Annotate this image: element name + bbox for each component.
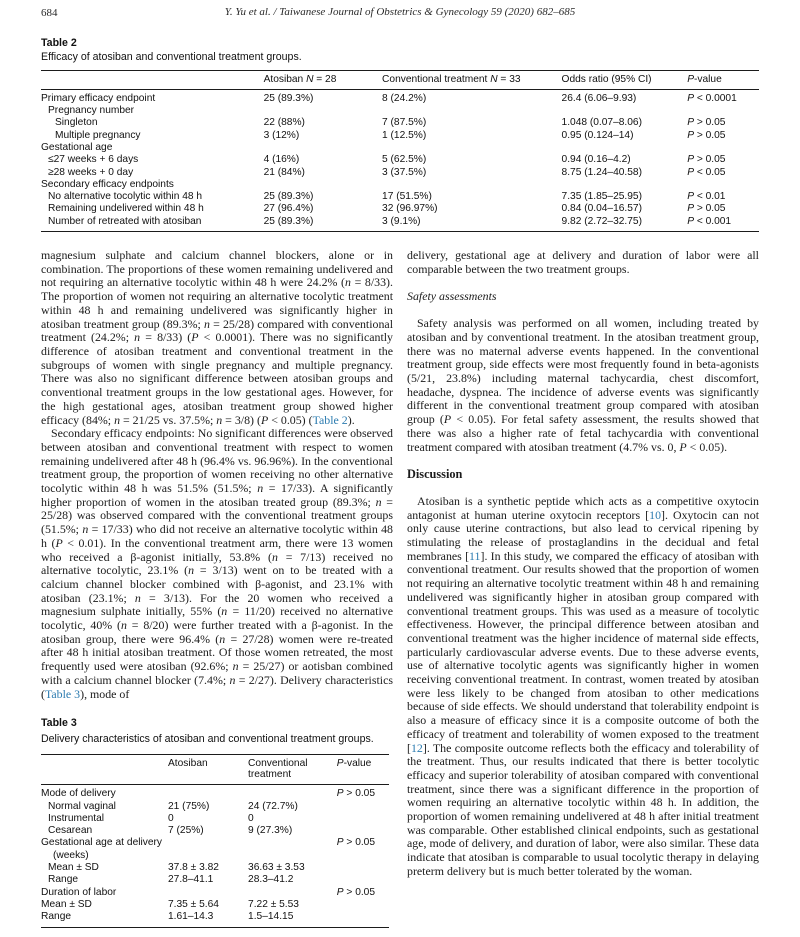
stat-symbol: P — [260, 412, 269, 427]
column-header: P-value — [687, 71, 759, 90]
table-cell: 3 (12%) — [263, 129, 300, 141]
stat-symbol: P — [687, 203, 694, 215]
stat-symbol: n — [375, 494, 382, 509]
table-cell: 3 (37.5%) — [382, 166, 427, 178]
table3 — [41, 754, 389, 928]
table2-body — [41, 89, 759, 231]
table-cell: P < 0.001 — [687, 215, 732, 227]
table-cell: P > 0.05 — [687, 154, 726, 166]
table-row — [41, 179, 759, 191]
row-label: Primary efficacy endpoint — [41, 92, 156, 104]
table-cell: 25 (89.3%) — [263, 92, 314, 104]
table2-caption: Efficacy of atosiban and conventional treatment groups. — [41, 51, 302, 63]
table-cell — [337, 862, 389, 874]
stat-symbol: n — [203, 316, 210, 331]
table-cell: P > 0.05 — [336, 886, 376, 898]
citation-link[interactable]: 12 — [410, 740, 423, 755]
table-cell: 24 (72.7%) — [248, 800, 298, 812]
table-cell: 1.048 (0.07–8.06) — [561, 117, 642, 129]
table-cell: P > 0.05 — [687, 203, 726, 215]
row-label: Multiple pregnancy — [55, 129, 141, 141]
column-header: Atosiban — [168, 754, 248, 785]
header-row — [41, 754, 389, 785]
stat-symbol: P — [55, 535, 63, 550]
table-cell: 7.35 ± 5.64 — [168, 898, 219, 910]
table-cell — [562, 179, 688, 191]
table2-label: Table 2 — [41, 37, 77, 49]
stat-symbol: n — [271, 549, 278, 564]
left-column — [41, 249, 393, 927]
stat-symbol: N — [490, 74, 498, 85]
row-label: Singleton — [55, 117, 98, 129]
table-cell: 1 (12.5%) — [382, 129, 427, 141]
stat-symbol: n — [345, 275, 351, 290]
column-header: Atosiban N = 28 — [264, 71, 382, 90]
running-head — [41, 6, 759, 21]
table-cell — [687, 179, 759, 191]
column-header: Conventional treatment N = 33 — [382, 71, 562, 90]
table-cell — [168, 785, 248, 801]
table-cell: 28.3–41.2 — [248, 874, 294, 886]
table-row — [41, 785, 389, 801]
table-cell: 8.75 (1.24–40.58) — [561, 166, 642, 178]
table-cell — [248, 837, 337, 862]
table-row — [41, 89, 759, 105]
table-cell: 0.84 (0.04–16.57) — [561, 203, 642, 215]
table-row — [41, 813, 389, 825]
table-row — [41, 154, 759, 166]
table-cell — [687, 105, 759, 117]
row-label: Normal vaginal — [48, 800, 116, 812]
stat-symbol: P — [191, 330, 199, 345]
row-label: ≤27 weeks + 6 days — [48, 154, 139, 166]
table-cell: 22 (88%) — [263, 117, 305, 129]
table-cell: 7.35 (1.85–25.95) — [561, 191, 642, 203]
table-cell: 25 (89.3%) — [263, 191, 314, 203]
table-row — [41, 862, 389, 874]
row-label: Gestational age at delivery (weeks) — [41, 837, 163, 861]
stat-symbol: P — [443, 412, 452, 427]
table-cell: 9 (27.3%) — [248, 825, 293, 837]
citation-link[interactable]: 10 — [649, 507, 662, 522]
right-column-text — [407, 249, 759, 879]
table-cell: 27 (96.4%) — [263, 203, 314, 215]
stat-symbol: P — [687, 74, 694, 85]
table-cell — [248, 785, 337, 801]
table3-label: Table 3 — [41, 717, 77, 730]
table-row — [41, 216, 759, 232]
column-header: P-value — [337, 754, 389, 785]
row-label: Mode of delivery — [41, 788, 116, 800]
row-label: Instrumental — [48, 812, 105, 824]
table-row — [41, 117, 759, 129]
stat-symbol: n — [229, 672, 236, 687]
table-cell: 8 (24.2%) — [382, 92, 427, 104]
table-cell: P > 0.05 — [687, 117, 726, 129]
stat-symbol: P — [336, 757, 344, 769]
stat-symbol: P — [687, 215, 694, 227]
stat-symbol: N — [306, 74, 314, 85]
stat-symbol: n — [134, 590, 141, 605]
table-cell — [337, 801, 389, 813]
table-cell — [264, 105, 382, 117]
table-cell: 9.82 (2.72–32.75) — [561, 215, 642, 227]
table2-header — [41, 71, 759, 90]
table-cell — [168, 837, 248, 862]
table-cell: 7.22 ± 5.53 — [248, 898, 299, 910]
stat-symbol: P — [687, 117, 694, 129]
table-row — [41, 899, 389, 911]
row-label: Pregnancy number — [48, 105, 135, 117]
table-row — [41, 142, 759, 154]
stat-symbol: n — [221, 604, 228, 619]
table-cell — [337, 813, 389, 825]
stat-symbol: n — [121, 618, 127, 633]
table-cell: 4 (16%) — [263, 154, 300, 166]
page-number: 684 — [41, 7, 58, 19]
row-label: ≥28 weeks + 0 day — [48, 166, 134, 178]
table-cell — [337, 899, 389, 911]
table-cell: 21 (75%) — [168, 800, 210, 812]
table-cell: 5 (62.5%) — [382, 154, 427, 166]
table-cell: P > 0.05 — [336, 788, 376, 800]
row-label: Gestational age — [41, 141, 113, 153]
stat-symbol: n — [232, 659, 239, 674]
table-row — [41, 874, 389, 886]
table3-section — [41, 717, 389, 927]
header-row — [41, 71, 759, 90]
stat-symbol: n — [188, 563, 195, 578]
table2 — [41, 70, 759, 232]
table-cell: 37.8 ± 3.82 — [168, 862, 219, 874]
stat-symbol: n — [257, 481, 264, 496]
row-label: Duration of labor — [41, 886, 117, 898]
table-cell: P > 0.05 — [687, 129, 726, 141]
row-label: Mean ± SD — [48, 862, 99, 874]
table-cell — [264, 142, 382, 154]
stat-symbol: P — [336, 837, 344, 849]
journal-citation-line: Y. Yu et al. / Taiwanese Journal of Obstetrics & Gynecology 59 (2020) 682–685 — [224, 6, 576, 18]
citation-link[interactable]: 11 — [469, 548, 481, 563]
table-row — [41, 191, 759, 203]
paragraph: Atosiban is a synthetic peptide which acts as a competitive oxytocin antagonist at human uterine oxytocin receptors [10]. Oxytocin can not only cause uterine contractions, but also lead to cervical ripening by stimulating the release of prostaglandins in the decidual and fetal membranes [11]. In this study, we compared the efficacy of atosiban with conventional treatment. Our results showed that the proportion of women not requiring an alternative tocolytic treatment within 48 h and remaining undelivered was significantly higher in atosiban group compared with conventional treatment groups. This was used as a measure of tocolytic effectiveness. However, the principal difference between atosiban and conventional treatment was the higher incidence of maternal side effects, particularly cardiovascular adverse events. Due to these adverse events, use of alternative tocolytic agents was significantly higher in women receiving conventional treatment. In contrast, women treated by atosiban were less likely to be changed from atosiban to other medications because of side effects. We should understand that tolerability endpoint is also a measure of efficacy since it is a composite outcome of both the efficacy of treatment and tolerability of women exposed to the treatment [12]. The composite outcome reflects both the efficacy and tolerability of the treatment. Thus, our results indicated that there is better tocolytic efficacy and superior tolerability of atosiban compared with conventional treatment, since there was a significant difference in the proportion of women requiring an alternative tocolytic within 48 h. In addition, the proportion of women remaining undelivered at 48 h after initial treatment was comparable. Other established clinical endpoints, such as gestational age, mode of delivery, and duration of labor, were also similar. These data indicate that atosiban is comparable to usual tocolytic therapy in delaying preterm delivery but is much better tolerated by the woman. — [407, 493, 759, 878]
table-cell — [337, 911, 389, 927]
row-label: Mean ± SD — [41, 898, 92, 910]
table-cell: 36.63 ± 3.53 — [248, 862, 305, 874]
table-row — [41, 911, 389, 927]
stat-symbol: n — [134, 330, 141, 345]
right-column — [407, 249, 759, 927]
citation-link[interactable]: Table 3 — [44, 686, 81, 701]
table2-section — [41, 37, 759, 232]
table-cell — [337, 825, 389, 837]
table-row — [41, 130, 759, 142]
stat-symbol: P — [687, 166, 694, 178]
table-row — [41, 837, 389, 862]
column-header: Odds ratio (95% CI) — [562, 71, 688, 90]
stat-symbol: P — [687, 191, 694, 203]
table3-body — [41, 785, 389, 927]
table-cell — [562, 105, 688, 117]
stat-symbol: P — [687, 129, 694, 141]
section-heading: Safety assessments — [407, 289, 497, 304]
table-cell: 7 (25%) — [168, 825, 204, 837]
table-row — [41, 887, 389, 899]
stat-symbol: n — [114, 412, 121, 427]
paragraph: delivery, gestational age at delivery and duration of labor were all comparable between the two treatment groups. — [407, 248, 759, 276]
column-header — [41, 71, 264, 90]
table-cell: P < 0.0001 — [687, 92, 737, 104]
row-label: Remaining undelivered within 48 h — [48, 203, 204, 215]
stat-symbol: P — [336, 886, 344, 898]
table-cell — [562, 142, 688, 154]
table-cell: P > 0.05 — [336, 837, 376, 849]
table3-header — [41, 754, 389, 785]
stat-symbol: n — [219, 631, 226, 646]
table-row — [41, 801, 389, 813]
table-cell — [264, 179, 382, 191]
column-header — [41, 754, 168, 785]
row-label: Number of retreated with atosiban — [48, 215, 202, 227]
paragraph: Safety analysis was performed on all women, including treated by atosiban and by conventional treatment. In the atosiban treatment group, there was no maternal adverse events happened. In the conventional treatment group, side effects were most frequently found in beta-agonists (5/21, 23.8%) including maternal tachycardia, chest discomfort, headache, dyspnea. The incidence of adverse events was significantly different in the conventional treatment group compared with atosiban group (P < 0.05). For fetal safety assessment, the results showed that there was also a higher rate of fetal tachycardia with conventional treatment compared with atosiban treatment (4.7% vs. 0, P < 0.05). — [407, 316, 759, 454]
table-cell — [248, 887, 337, 899]
table-cell — [382, 142, 562, 154]
table-cell — [382, 179, 562, 191]
paragraph: magnesium sulphate and calcium channel blockers, alone or in combination. The proportions of these women remaining undelivered and not requiring an alternative tocolytic within 48 h were 24.2% (n = 8/33). The proportion of women not requiring an alternative tocolytic treatment within 48 h and remaining undelivered was significantly higher in atosiban treatment group (89.3%; n = 25/28) compared with conventional treatment (24.2%; n = 8/33) (P < 0.0001). There was no significantly difference of atosiban treatment and conventional treatment in the subgroups of women with single pregnancy and multiple pregnancy. There was also no significant difference between atosiban groups and conventional treatment groups in the low gestational ages. However, for the high gestational ages, atosiban treatment group showed higher efficacy (84%; n = 21/25 vs. 37.5%; n = 3/8) (P < 0.05) (Table 2). — [41, 248, 394, 427]
stat-symbol: P — [336, 788, 344, 800]
table-cell: 17 (51.5%) — [382, 191, 432, 203]
row-label: Secondary efficacy endpoints — [41, 178, 174, 190]
table-cell: 21 (84%) — [263, 166, 305, 178]
table-cell: 0.95 (0.124–14) — [561, 129, 634, 141]
table-cell: 0 — [248, 812, 254, 824]
table-cell — [687, 142, 759, 154]
row-label: Range — [48, 874, 79, 886]
table-cell: 26.4 (6.06–9.93) — [561, 92, 637, 104]
stat-symbol: n — [216, 412, 223, 427]
stat-symbol: P — [679, 439, 687, 454]
table-cell: 32 (96.97%) — [382, 203, 438, 215]
table-cell: 25 (89.3%) — [263, 215, 314, 227]
table-row — [41, 105, 759, 117]
table-cell: 0.94 (0.16–4.2) — [561, 154, 631, 166]
column-header: Conventional treatment — [248, 754, 337, 785]
table-cell — [168, 887, 248, 899]
stat-symbol: P — [687, 154, 694, 166]
row-label: Range — [41, 911, 72, 923]
table-cell: 1.5–14.15 — [248, 911, 294, 923]
row-label: No alternative tocolytic within 48 h — [48, 191, 203, 203]
table-cell — [337, 874, 389, 886]
table-cell: 3 (9.1%) — [382, 215, 421, 227]
table-row — [41, 825, 389, 837]
table-cell: 27.8–41.1 — [168, 874, 214, 886]
table-row — [41, 203, 759, 215]
table-cell: P < 0.05 — [687, 166, 726, 178]
table-cell: P < 0.01 — [687, 191, 726, 203]
left-column-text — [41, 249, 393, 701]
stat-symbol: P — [687, 92, 694, 104]
table-cell — [382, 105, 562, 117]
stat-symbol: n — [82, 522, 89, 537]
paragraph: Secondary efficacy endpoints: No significant differences were observed between atosiban and conventional treatment with respect to women remaining undelivered after 48 h (96.4% vs. 96.96%). In the conventional treatment group, the proportion of women receiving no other alternative tocolytic within 48 h was 51.5% (51.5%; n = 17/33). A significantly higher proportion of women in the atosiban treated group (89.3%; n = 25/28) was observed compared with the conventional treatment groups (51.5%; n = 17/33) who did not receive an alternative tocolytic within 48 h (P < 0.01). In the conventional treatment arm, there were 13 women who received a β-agonist initially, 53.8% (n = 7/13) received no alternative tocolytic, 23.1% (n = 3/13) went on to be treated with a calcium channel blocker combined with β-agonist, and 23.1% with atosiban (23.1%; n = 3/13). For the 20 women who received a magnesium sulphate initially, 55% (n = 11/20) received no alternative tocolytic, 40% (n = 8/20) were further treated with a β-agonist. In the atosiban group, there were 96.4% (n = 27/28) women were re-treated after 48 h initial atosiban treatment. Of those women retreated, the most frequently used were atosiban (92.6%; n = 25/27) or aotisban combined with a calcium channel blocker (7.4%; n = 2/27). Delivery characteristics (Table 3), mode of — [41, 426, 394, 701]
section-heading: Discussion — [407, 467, 463, 482]
table-cell: 7 (87.5%) — [382, 117, 427, 129]
row-label: Cesarean — [48, 825, 93, 837]
table3-caption: Delivery characteristics of atosiban and conventional treatment groups. — [41, 732, 374, 745]
table-cell: 0 — [168, 812, 174, 824]
table-row — [41, 167, 759, 179]
citation-link[interactable]: Table 2 — [312, 412, 348, 427]
table-cell: 1.61–14.3 — [168, 911, 214, 923]
body-columns — [41, 249, 759, 927]
